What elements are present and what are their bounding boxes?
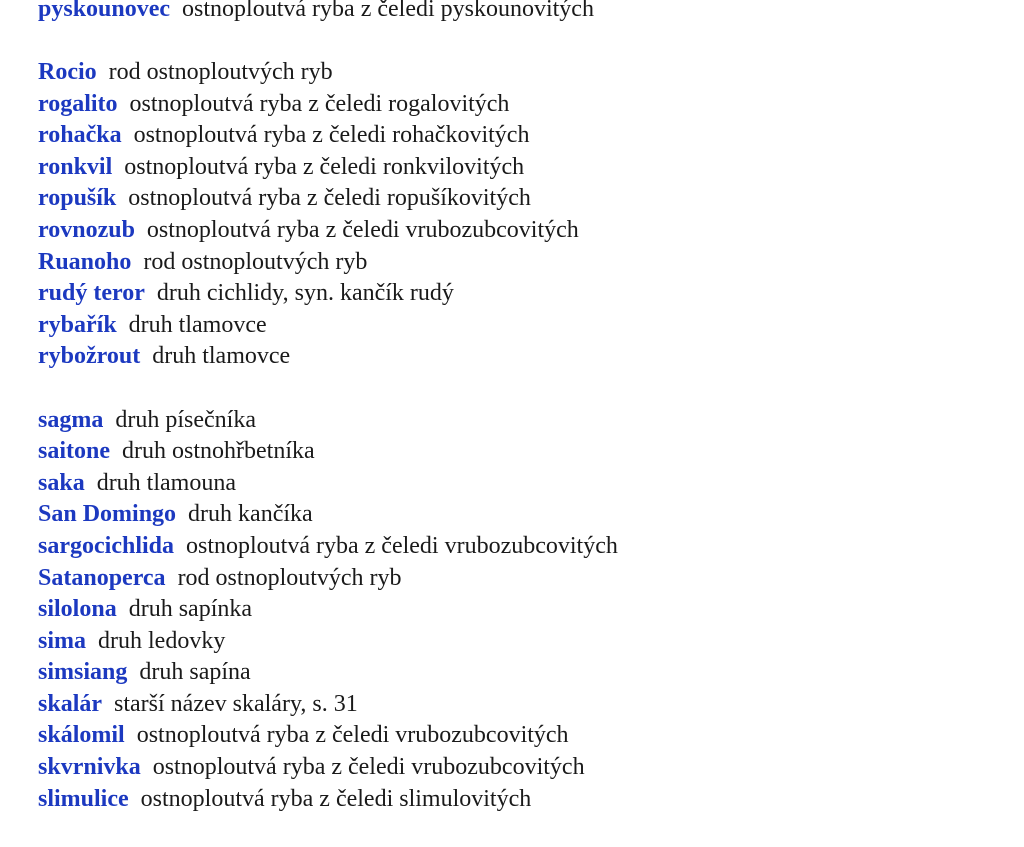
glossary-entry: [38, 784, 1008, 816]
entry-definition: rod ostnoploutvých ryb: [108, 59, 333, 86]
entry-definition: druh cichlidy, syn. kančík rudý: [156, 280, 454, 307]
entry-term: skalár: [38, 690, 103, 717]
entry-term: rybařík: [38, 311, 117, 338]
glossary-entry: [38, 405, 1008, 437]
entry-term: ropušík: [38, 185, 117, 212]
entry-definition: druh sapína: [139, 659, 251, 686]
glossary-entry: [38, 89, 1008, 121]
glossary-group-p: [38, 0, 1008, 26]
entry-definition: druh ostnohřbetníka: [122, 438, 315, 465]
entry-definition: ostnoploutvá ryba z čeledi vrubozubcovitých: [136, 722, 569, 749]
glossary-entry: [38, 626, 1008, 658]
entry-term: simsiang: [38, 659, 128, 686]
glossary-entry: [38, 0, 1008, 26]
glossary-entry: [38, 215, 1008, 247]
glossary-entry: [38, 278, 1008, 310]
entry-definition: ostnoploutvá ryba z čeledi vrubozubcovitých: [186, 532, 618, 559]
entry-definition: ostnoploutvá ryba z čeledi ropušíkovitých: [128, 185, 531, 212]
entry-definition: ostnoploutvá ryba z čeledi rogalovitých: [129, 90, 510, 117]
glossary-entry: [38, 57, 1008, 89]
entry-definition: druh kančíka: [188, 501, 313, 528]
entry-definition: ostnoploutvá ryba z čeledi slimulovitých: [140, 785, 532, 812]
entry-term: sargocichlida: [38, 532, 174, 559]
entry-term: San Domingo: [38, 501, 177, 528]
glossary-entry: [38, 720, 1008, 752]
entry-definition: druh písečníka: [115, 406, 256, 433]
entry-definition: druh ledovky: [98, 627, 226, 654]
entry-term: pyskounovec: [38, 0, 171, 22]
glossary-entry: [38, 341, 1008, 373]
entry-definition: rod ostnoploutvých ryb: [143, 248, 368, 275]
entry-definition: ostnoploutvá ryba z čeledi pyskounovitých: [182, 0, 594, 22]
entry-term: Satanoperca: [38, 564, 166, 591]
entry-term: rohačka: [38, 122, 122, 149]
glossary-group-s: [38, 405, 1008, 816]
entry-term: skvrnivka: [38, 754, 141, 781]
entry-definition: ostnoploutvá ryba z čeledi ronkvilovitých: [124, 153, 525, 180]
entry-definition: starší název skaláry, s. 31: [114, 690, 358, 717]
glossary-entry: [38, 310, 1008, 342]
entry-definition: druh sapínka: [128, 596, 253, 623]
entry-definition: druh tlamouna: [96, 469, 236, 496]
entry-term: sagma: [38, 406, 104, 433]
glossary-page: [38, 0, 1008, 847]
entry-term: silolona: [38, 596, 117, 623]
glossary-entry: [38, 531, 1008, 563]
glossary-entry: [38, 183, 1008, 215]
glossary-entry: [38, 152, 1008, 184]
entry-term: slimulice: [38, 785, 129, 812]
entry-term: rybožrout: [38, 343, 141, 370]
entry-term: sima: [38, 627, 86, 654]
entry-definition: ostnoploutvá ryba z čeledi vrubozubcovitých: [146, 217, 579, 244]
glossary-entry: [38, 499, 1008, 531]
glossary-entry: [38, 689, 1008, 721]
glossary-entry: [38, 247, 1008, 279]
entry-definition: ostnoploutvá ryba z čeledi vrubozubcovitých: [152, 754, 585, 781]
entry-term: Ruanoho: [38, 248, 132, 275]
glossary-entry: [38, 436, 1008, 468]
entry-term: rogalito: [38, 90, 118, 117]
entry-definition: rod ostnoploutvých ryb: [177, 564, 402, 591]
glossary-entry: [38, 120, 1008, 152]
glossary-entry: [38, 657, 1008, 689]
glossary-entry: [38, 468, 1008, 500]
entry-definition: ostnoploutvá ryba z čeledi rohačkovitých: [133, 122, 530, 149]
glossary-group-r: [38, 57, 1008, 373]
entry-term: skálomil: [38, 722, 125, 749]
entry-term: saka: [38, 469, 85, 496]
entry-definition: druh tlamovce: [128, 311, 267, 338]
glossary-entry: [38, 752, 1008, 784]
entry-definition: druh tlamovce: [152, 343, 291, 370]
glossary-entry: [38, 594, 1008, 626]
entry-term: Rocio: [38, 59, 97, 86]
entry-term: ronkvil: [38, 153, 113, 180]
glossary-entry: [38, 563, 1008, 595]
entry-term: rudý teror: [38, 280, 145, 307]
entry-term: rovnozub: [38, 217, 135, 244]
entry-term: saitone: [38, 438, 110, 465]
